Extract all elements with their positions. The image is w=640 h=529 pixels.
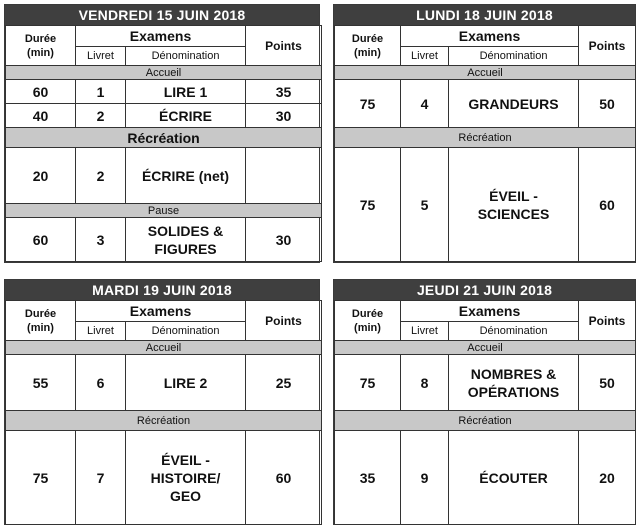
cell-livret: 6 bbox=[76, 355, 126, 411]
cell-livret: 1 bbox=[76, 80, 126, 104]
cell-denomination: LIRE 2 bbox=[126, 355, 246, 411]
table-row bbox=[335, 148, 636, 262]
table-row bbox=[6, 218, 322, 262]
cell-points: 20 bbox=[579, 431, 636, 525]
cell-denomination: ÉVEIL - HISTOIRE/ GEO bbox=[126, 431, 246, 525]
cell-livret: 9 bbox=[401, 431, 449, 525]
cell-duree: 60 bbox=[6, 218, 76, 262]
header-examens: Examens bbox=[401, 26, 579, 47]
header-duree: Durée (min) bbox=[335, 26, 401, 66]
table-row bbox=[6, 355, 322, 411]
day-title: MARDI 19 JUIN 2018 bbox=[5, 280, 319, 300]
band-accueil: Accueil bbox=[6, 66, 322, 80]
cell-points: 60 bbox=[579, 148, 636, 262]
table-row bbox=[6, 80, 322, 104]
cell-points: 25 bbox=[246, 355, 322, 411]
table-row bbox=[335, 431, 636, 525]
band-accueil: Accueil bbox=[6, 341, 322, 355]
cell-points: 30 bbox=[246, 218, 322, 262]
cell-points: 60 bbox=[246, 431, 322, 525]
header-duree: Durée (min) bbox=[335, 301, 401, 341]
cell-duree: 60 bbox=[6, 80, 76, 104]
header-denomination: Dénomination bbox=[449, 47, 579, 66]
cell-points bbox=[246, 148, 322, 204]
band-recreation: Récréation bbox=[6, 411, 322, 431]
table-row bbox=[6, 148, 322, 204]
cell-livret: 2 bbox=[76, 104, 126, 128]
header-denomination: Dénomination bbox=[126, 322, 246, 341]
header-livret: Livret bbox=[401, 322, 449, 341]
cell-livret: 2 bbox=[76, 148, 126, 204]
cell-duree: 35 bbox=[335, 431, 401, 525]
cell-livret: 7 bbox=[76, 431, 126, 525]
day-lundi bbox=[333, 4, 636, 263]
header-points: Points bbox=[579, 301, 636, 341]
band-recreation: Récréation bbox=[335, 128, 636, 148]
schedule-table bbox=[334, 25, 636, 262]
schedule-table bbox=[5, 300, 322, 525]
cell-livret: 4 bbox=[401, 80, 449, 128]
header-duree: Durée (min) bbox=[6, 26, 76, 66]
band-pause: Pause bbox=[6, 204, 322, 218]
day-title: JEUDI 21 JUIN 2018 bbox=[334, 280, 635, 300]
day-mardi bbox=[4, 279, 320, 525]
cell-duree: 20 bbox=[6, 148, 76, 204]
cell-denomination: ÉCOUTER bbox=[449, 431, 579, 525]
header-examens: Examens bbox=[76, 301, 246, 322]
cell-duree: 75 bbox=[335, 355, 401, 411]
day-title: LUNDI 18 JUIN 2018 bbox=[334, 5, 635, 25]
header-examens: Examens bbox=[401, 301, 579, 322]
cell-points: 35 bbox=[246, 80, 322, 104]
header-examens: Examens bbox=[76, 26, 246, 47]
cell-duree: 75 bbox=[335, 148, 401, 262]
day-vendredi bbox=[4, 4, 320, 263]
cell-denomination: GRANDEURS bbox=[449, 80, 579, 128]
table-row bbox=[6, 104, 322, 128]
header-livret: Livret bbox=[401, 47, 449, 66]
band-recreation: Récréation bbox=[335, 411, 636, 431]
cell-denomination: ÉCRIRE (net) bbox=[126, 148, 246, 204]
cell-duree: 55 bbox=[6, 355, 76, 411]
cell-denomination: NOMBRES & OPÉRATIONS bbox=[449, 355, 579, 411]
cell-livret: 5 bbox=[401, 148, 449, 262]
cell-duree: 75 bbox=[335, 80, 401, 128]
cell-points: 50 bbox=[579, 355, 636, 411]
header-denomination: Dénomination bbox=[126, 47, 246, 66]
cell-livret: 3 bbox=[76, 218, 126, 262]
table-row bbox=[335, 80, 636, 128]
cell-duree: 40 bbox=[6, 104, 76, 128]
table-row bbox=[6, 431, 322, 525]
cell-denomination: LIRE 1 bbox=[126, 80, 246, 104]
cell-denomination: SOLIDES & FIGURES bbox=[126, 218, 246, 262]
header-livret: Livret bbox=[76, 47, 126, 66]
cell-points: 50 bbox=[579, 80, 636, 128]
cell-points: 30 bbox=[246, 104, 322, 128]
table-row bbox=[335, 355, 636, 411]
header-livret: Livret bbox=[76, 322, 126, 341]
day-title: VENDREDI 15 JUIN 2018 bbox=[5, 5, 319, 25]
cell-denomination: ÉVEIL - SCIENCES bbox=[449, 148, 579, 262]
header-duree: Durée (min) bbox=[6, 301, 76, 341]
day-jeudi bbox=[333, 279, 636, 525]
cell-livret: 8 bbox=[401, 355, 449, 411]
header-points: Points bbox=[579, 26, 636, 66]
cell-duree: 75 bbox=[6, 431, 76, 525]
schedule-table bbox=[5, 25, 322, 262]
band-recreation: Récréation bbox=[6, 128, 322, 148]
header-denomination: Dénomination bbox=[449, 322, 579, 341]
band-accueil: Accueil bbox=[335, 341, 636, 355]
schedule-table bbox=[334, 300, 636, 525]
band-accueil: Accueil bbox=[335, 66, 636, 80]
header-points: Points bbox=[246, 26, 322, 66]
cell-denomination: ÉCRIRE bbox=[126, 104, 246, 128]
header-points: Points bbox=[246, 301, 322, 341]
